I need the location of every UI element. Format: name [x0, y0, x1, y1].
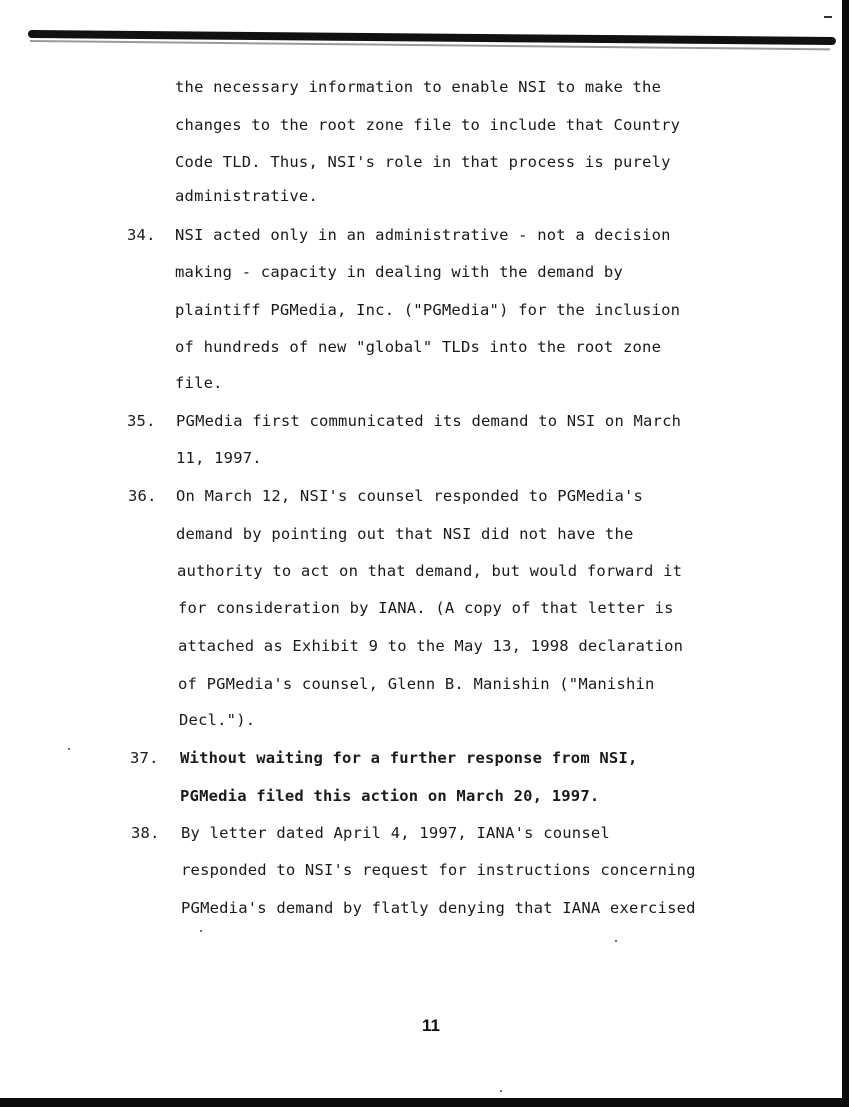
paragraph-number: 34.: [127, 226, 156, 244]
body-line: NSI acted only in an administrative - not a decision: [175, 226, 671, 244]
paragraph-number: 37.: [130, 749, 159, 767]
body-line: for consideration by IANA. (A copy of that letter is: [178, 599, 674, 617]
scan-speck: [68, 748, 70, 750]
body-line: attached as Exhibit 9 to the May 13, 1998 declaration: [178, 637, 684, 655]
corner-mark: [824, 16, 832, 18]
page-number: 11: [422, 1016, 440, 1035]
paragraph-number: 35.: [127, 412, 156, 430]
body-line: making - capacity in dealing with the demand by: [175, 263, 623, 281]
body-line: of hundreds of new "global" TLDs into the root zone: [175, 338, 662, 356]
body-line: changes to the root zone file to include that Country: [175, 116, 681, 134]
body-line: plaintiff PGMedia, Inc. ("PGMedia") for the inclusion: [175, 301, 681, 319]
body-line: demand by pointing out that NSI did not have the: [176, 525, 634, 543]
body-line: authority to act on that demand, but would forward it: [177, 562, 683, 580]
scan-speck: [200, 930, 202, 932]
body-line: of PGMedia's counsel, Glenn B. Manishin ("Manishin: [178, 675, 655, 693]
body-line: PGMedia's demand by flatly denying that IANA exercised: [181, 899, 696, 917]
body-line: administrative.: [175, 187, 318, 205]
body-line: responded to NSI's request for instructions concerning: [181, 861, 696, 879]
body-line: PGMedia first communicated its demand to NSI on March: [176, 412, 682, 430]
paragraph-number: 38.: [131, 824, 160, 842]
scan-border-right: [842, 0, 849, 1107]
body-line: Decl.").: [179, 711, 256, 729]
scan-border-bottom: [0, 1098, 849, 1107]
scan-speck: [500, 1090, 502, 1092]
paragraph-number: 36.: [128, 487, 157, 505]
body-line: the necessary information to enable NSI to make the: [175, 78, 662, 96]
body-line: 11, 1997.: [176, 449, 262, 467]
body-line: By letter dated April 4, 1997, IANA's counsel: [181, 824, 610, 842]
body-line: PGMedia filed this action on March 20, 1997.: [180, 787, 600, 805]
body-line: file.: [175, 374, 223, 392]
body-line: On March 12, NSI's counsel responded to PGMedia's: [176, 487, 644, 505]
body-line: Without waiting for a further response from NSI,: [180, 749, 638, 767]
scan-speck: [615, 940, 617, 942]
body-line: Code TLD. Thus, NSI's role in that process is purely: [175, 153, 671, 171]
